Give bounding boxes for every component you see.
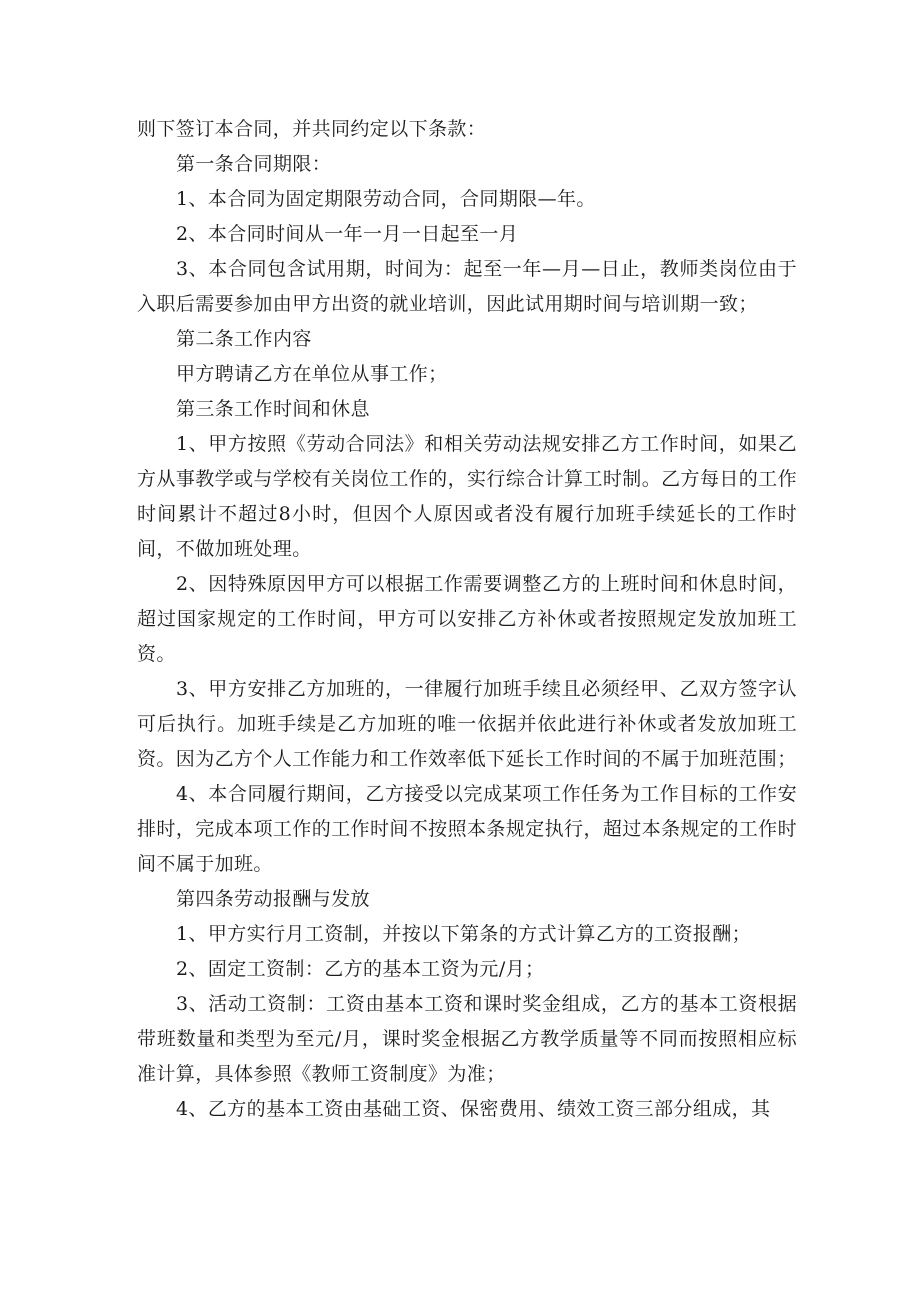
paragraph: 3、甲方安排乙方加班的，一律履行加班手续且必须经甲、乙双方签字认可后执行。加班手续是乙方加班的唯一依据并依此进行补休或者发放加班工资。因为乙方个人工作能力和工作效率低下延长工作时间的不属于加班范围； [137, 678, 797, 770]
section-heading: 第一条合同期限： [175, 153, 332, 175]
paragraph: 1、本合同为固定期限劳动合同，合同期限—年。 [175, 188, 596, 210]
paragraph: 则下签订本合同，并共同约定以下条款： [137, 118, 487, 140]
paragraph: 4、乙方的基本工资由基础工资、保密费用、绩效工资三部分组成，其 [175, 1098, 771, 1120]
paragraph: 1、甲方实行月工资制，并按以下第条的方式计算乙方的工资报酬； [175, 923, 752, 945]
document-body [137, 112, 797, 1127]
section-heading: 第四条劳动报酬与发放 [175, 888, 370, 910]
paragraph: 甲方聘请乙方在单位从事工作； [175, 363, 448, 385]
paragraph: 4、本合同履行期间，乙方接受以完成某项工作任务为工作目标的工作安排时，完成本项工作的工作时间不按照本条规定执行，超过本条规定的工作时间不属于加班。 [137, 783, 797, 875]
section-heading: 第二条工作内容 [175, 328, 312, 350]
paragraph: 2、本合同时间从一年一月一日起至一月 [175, 223, 519, 245]
paragraph: 3、活动工资制：工资由基本工资和课时奖金组成，乙方的基本工资根据带班数量和类型为至元/月，课时奖金根据乙方教学质量等不同而按照相应标准计算，具体参照《教师工资制度》为准； [137, 993, 797, 1085]
paragraph: 1、甲方按照《劳动合同法》和相关劳动法规安排乙方工作时间，如果乙方从事教学或与学校有关岗位工作的，实行综合计算工时制。乙方每日的工作时间累计不超过8小时，但因个人原因或者没有履行加班手续延长的工作时间，不做加班处理。 [137, 433, 797, 560]
paragraph: 3、本合同包含试用期，时间为：起至一年—月—日止，教师类岗位由于入职后需要参加由甲方出资的就业培训，因此试用期时间与培训期一致； [137, 258, 797, 315]
paragraph: 2、固定工资制：乙方的基本工资为元/月； [175, 958, 545, 980]
paragraph: 2、因特殊原因甲方可以根据工作需要调整乙方的上班时间和休息时间，超过国家规定的工作时间，甲方可以安排乙方补休或者按照规定发放加班工资。 [137, 573, 797, 665]
section-heading: 第三条工作时间和休息 [175, 398, 370, 420]
